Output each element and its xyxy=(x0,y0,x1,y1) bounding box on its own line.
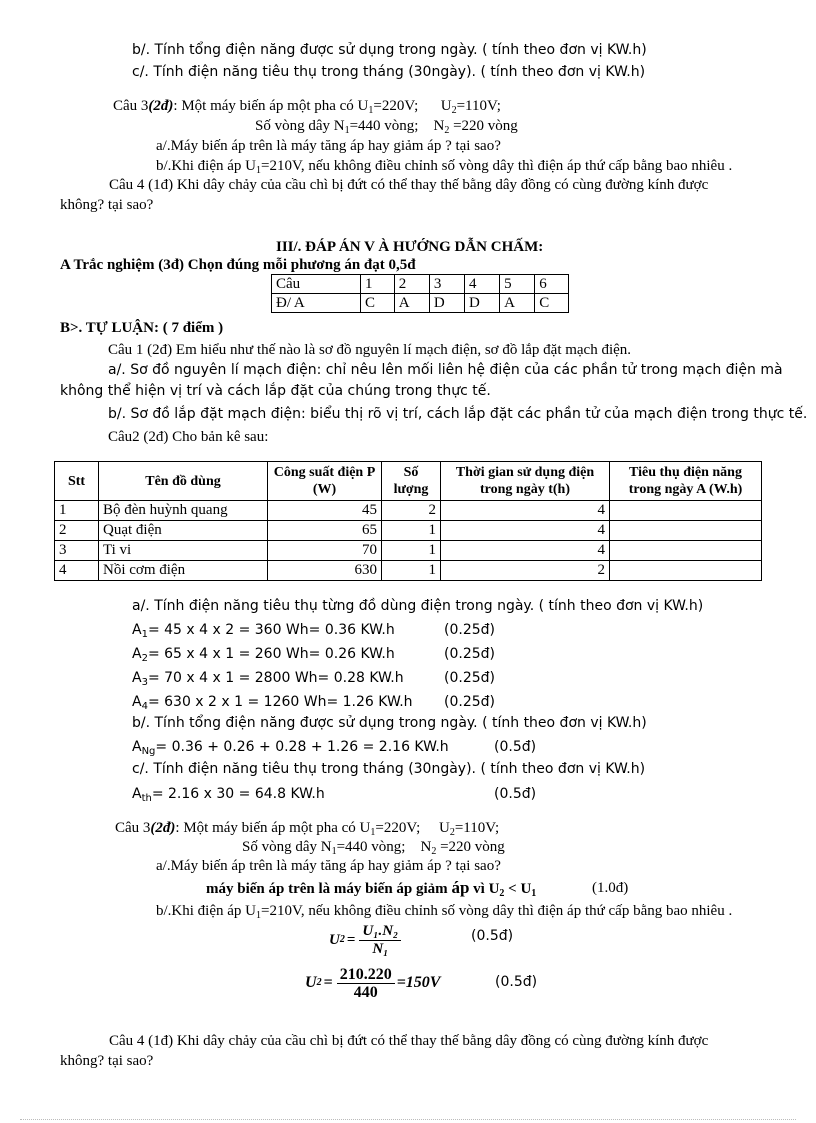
table-cell: 4 xyxy=(441,501,610,521)
answer-key-cell: Đ/ A xyxy=(272,294,361,313)
points-a1: (0.25đ) xyxy=(444,622,495,638)
table-cell xyxy=(610,521,762,541)
table-cell: 2 xyxy=(382,501,441,521)
answer-key-cell: 6 xyxy=(535,275,569,294)
table-cell: 1 xyxy=(382,541,441,561)
table-cell: Ti vi xyxy=(99,541,268,561)
essay-question-1: Câu 1 (2đ) Em hiểu như thế nào là sơ đồ nguyên lí mạch điện, sơ đồ lắp đặt mạch điện. xyxy=(108,342,632,358)
usage-header-cell: Số lượng xyxy=(382,462,441,501)
table-cell: 3 xyxy=(55,541,99,561)
answer-key-cell: Câu xyxy=(272,275,361,294)
table-cell: 4 xyxy=(55,561,99,581)
table-cell: 45 xyxy=(268,501,382,521)
table-row xyxy=(55,561,762,581)
table-row xyxy=(55,521,762,541)
multiple-choice-title: A Trắc nghiệm (3đ) Chọn đúng mỗi phương án đạt 0,5đ xyxy=(60,257,416,273)
answer-key-cell: A xyxy=(394,294,429,313)
points-formula-1: (0.5đ) xyxy=(471,928,514,944)
formula-numerator: U₁.N₂ xyxy=(359,923,401,941)
usage-header-cell: Tên đồ dùng xyxy=(99,462,268,501)
table-cell: 1 xyxy=(382,561,441,581)
answer-3a: máy biến áp trên là máy biến áp giảm áp vì $U_2 < U_1$ xyxy=(206,878,537,899)
formula-numerator: 210.220 xyxy=(337,966,395,984)
question-3a: a/.Máy biến áp trên là máy tăng áp hay giảm áp ? tại sao? xyxy=(156,138,501,154)
answer-ath: $A_{th}= 2.16$ x 30 = 64.8 KW.h xyxy=(132,786,325,804)
appliance-usage-table xyxy=(54,461,762,581)
table-cell: 1 xyxy=(55,501,99,521)
usage-header-row xyxy=(55,462,762,501)
question-3-intro: Câu 3(2đ): Một máy biến áp một pha có $U_1=220V$; $U_2=110V$; xyxy=(113,98,501,116)
answer-a3: $A_3= 70$ x 4 x 1 = 2800 Wh= 0.28 KW.h xyxy=(132,670,404,688)
points-a4: (0.25đ) xyxy=(444,694,495,710)
essay-question-2: Câu2 (2đ) Cho bản kê sau: xyxy=(108,429,269,445)
answer-key-cell: A xyxy=(500,294,535,313)
answer-key-cell: C xyxy=(361,294,395,313)
table-cell xyxy=(610,541,762,561)
table-row xyxy=(55,501,762,521)
answer-a4: $A_4= 630$ x 2 x 1 = 1260 Wh= 1.26 KW.h xyxy=(132,694,413,712)
table-cell xyxy=(610,561,762,581)
answer-key-cell: 5 xyxy=(500,275,535,294)
question-3a-repeat: a/.Máy biến áp trên là máy tăng áp hay giảm áp ? tại sao? xyxy=(156,858,501,874)
usage-header-cell: Tiêu thụ điện năng trong ngày A (W.h) xyxy=(610,462,762,501)
question-3-turns-repeat: Số vòng dây $N_1=440$ vòng; $N_2 =220$ vòng xyxy=(242,839,505,857)
answer-a1: $A_1= 45$ x 4 x 2 = 360 Wh= 0.36 KW.h xyxy=(132,622,395,640)
formula-u2-result: U 2 = $\frac{210.220}{440}$ =150V xyxy=(305,965,441,1001)
answer-key-cell: D xyxy=(429,294,464,313)
table-cell: 65 xyxy=(268,521,382,541)
section-title: III/. ĐÁP ÁN V À HƯỚNG DẪN CHẤM: xyxy=(276,239,544,255)
table-cell: Nồi cơm điện xyxy=(99,561,268,581)
formula-u2-general: U 2 = $\frac{\text{U₁.N₂}}{\text{N₁}}$ xyxy=(329,920,403,960)
question-2c: c/. Tính điện năng tiêu thụ trong tháng (30ngày). ( tính theo đơn vị KW.h) xyxy=(132,64,646,80)
question-4-line1-repeat: Câu 4 (1đ) Khi dây chảy của cầu chì bị đứt có thể thay thế bằng dây đồng có cùng đường kính được xyxy=(109,1033,709,1049)
points-formula-2: (0.5đ) xyxy=(495,974,538,990)
answer-key-table xyxy=(271,274,569,313)
points-a3: (0.25đ) xyxy=(444,670,495,686)
formula-denominator: N₁ xyxy=(372,940,389,957)
table-cell: Bộ đèn huỳnh quang xyxy=(99,501,268,521)
table-cell: 2 xyxy=(55,521,99,541)
question-4-line2: không? tại sao? xyxy=(60,197,154,213)
answer-key-cell: 4 xyxy=(464,275,499,294)
answer-key-cell: C xyxy=(535,294,569,313)
essay-answer-1a-line2: không thể hiện vị trí và cách lắp đặt của chúng trong thực tế. xyxy=(60,383,491,399)
question-3b: b/.Khi điện áp $U_1=210V$, nếu không điều chỉnh số vòng dây thì điện áp thứ cấp bằng bao nhiêu . xyxy=(156,158,733,176)
page-bottom-divider xyxy=(20,1119,796,1120)
answer-2a-title: a/. Tính điện năng tiêu thụ từng đồ dùng điện trong ngày. ( tính theo đơn vị KW.h) xyxy=(132,598,704,614)
usage-header-cell: Công suất điện P (W) xyxy=(268,462,382,501)
answer-a2: $A_2= 65$ x 4 x 1 = 260 Wh= 0.26 KW.h xyxy=(132,646,395,664)
usage-header-cell: Thời gian sử dụng điện trong ngày t(h) xyxy=(441,462,610,501)
table-cell: 1 xyxy=(382,521,441,541)
table-cell: 630 xyxy=(268,561,382,581)
question-4-line2-repeat: không? tại sao? xyxy=(60,1053,154,1069)
points-a2: (0.25đ) xyxy=(444,646,495,662)
answer-key-cell: 3 xyxy=(429,275,464,294)
usage-header-cell: Stt xyxy=(55,462,99,501)
question-2b: b/. Tính tổng điện năng được sử dụng trong ngày. ( tính theo đơn vị KW.h) xyxy=(132,42,647,58)
points-ang: (0.5đ) xyxy=(494,739,537,755)
table-cell xyxy=(610,501,762,521)
answer-key-header-row xyxy=(272,275,569,294)
points-3a: (1.0đ) xyxy=(592,880,629,896)
table-cell: 70 xyxy=(268,541,382,561)
answer-ang: $A_{Ng}= 0.36 + 0.26 + 0.28 + 1.26 = 2.16$ KW.h xyxy=(132,739,449,757)
question-3-intro-repeat: Câu 3(2đ): Một máy biến áp một pha có $U_1=220V$; $U_2=110V$; xyxy=(115,820,500,838)
question-3b-repeat: b/.Khi điện áp $U_1=210V$, nếu không điều chỉnh số vòng dây thì điện áp thứ cấp bằng bao nhiêu . xyxy=(156,903,733,921)
formula-denominator: 440 xyxy=(353,983,378,1001)
answer-key-cell: D xyxy=(464,294,499,313)
answer-key-cell: 1 xyxy=(361,275,395,294)
table-cell: 4 xyxy=(441,541,610,561)
question-4-line1: Câu 4 (1đ) Khi dây chảy của cầu chì bị đứt có thể thay thế bằng dây đồng có cùng đường kính được xyxy=(109,177,709,193)
essay-title: B>. TỰ LUẬN: ( 7 điểm ) xyxy=(60,320,224,336)
points-ath: (0.5đ) xyxy=(494,786,537,802)
question-3-turns: Số vòng dây $N_1=440$ vòng; $N_2 =220$ vòng xyxy=(255,118,518,136)
answer-key-cell: 2 xyxy=(394,275,429,294)
table-row xyxy=(55,541,762,561)
table-cell: 4 xyxy=(441,521,610,541)
table-cell: Quạt điện xyxy=(99,521,268,541)
answer-2c-title: c/. Tính điện năng tiêu thụ trong tháng (30ngày). ( tính theo đơn vị KW.h) xyxy=(132,761,646,777)
essay-answer-1a-line1: a/. Sơ đồ nguyên lí mạch điện: chỉ nêu lên mối liên hệ điện của các phần tử trong mạch điện mà xyxy=(108,362,783,378)
answer-2b-title: b/. Tính tổng điện năng được sử dụng trong ngày. ( tính theo đơn vị KW.h) xyxy=(132,715,647,731)
table-cell: 2 xyxy=(441,561,610,581)
essay-answer-1b: b/. Sơ đồ lắp đặt mạch điện: biểu thị rõ vị trí, cách lắp đặt các phần tử của mạch điện trong thực tế. xyxy=(108,406,808,422)
answer-key-answer-row xyxy=(272,294,569,313)
